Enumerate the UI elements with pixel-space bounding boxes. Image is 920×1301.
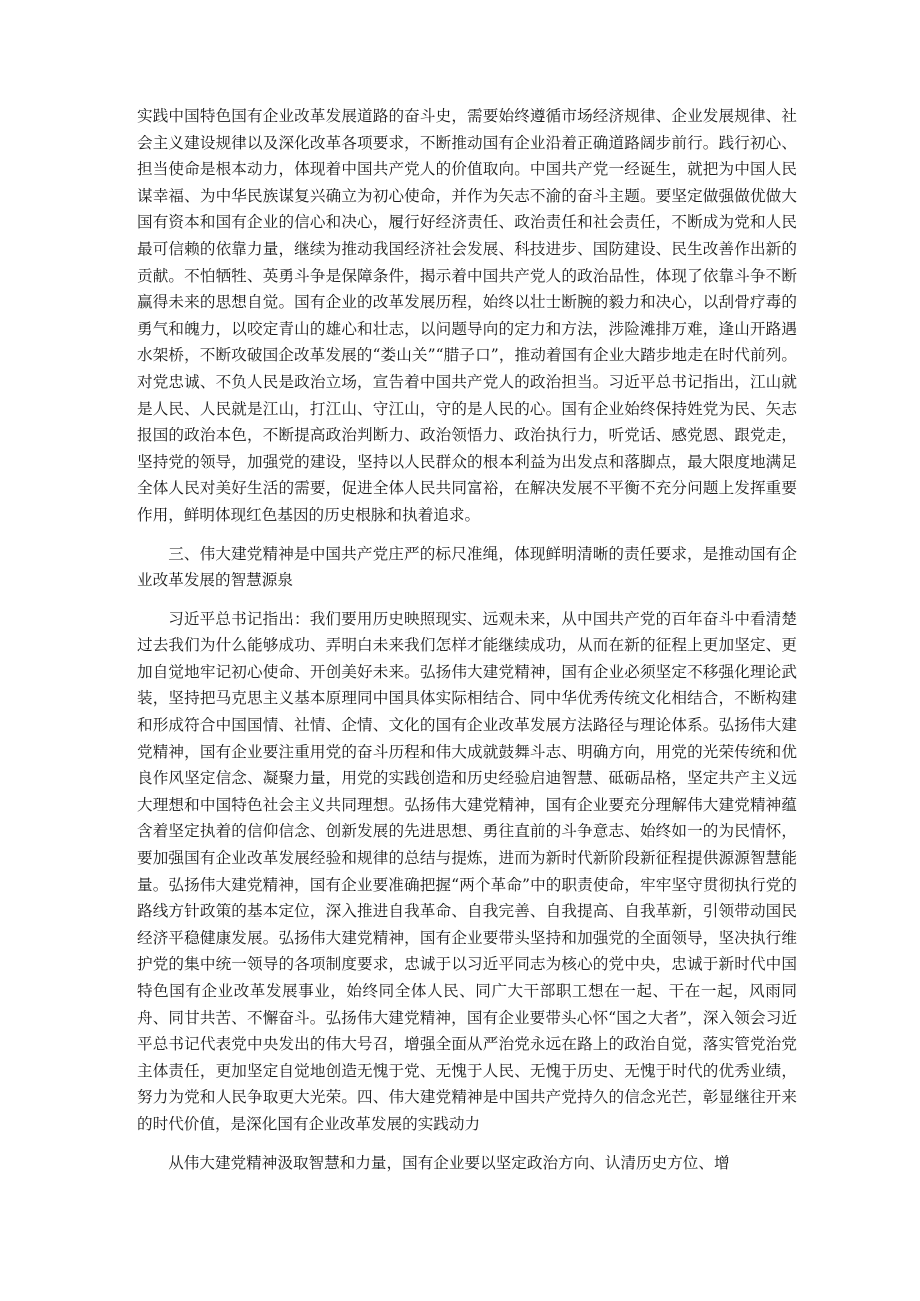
body-paragraph-1: 实践中国特色国有企业改革发展道路的奋斗史，需要始终遵循市场经济规律、企业发展规律、社会主义建设规律以及深化改革各项要求，不断推动国有企业沿着正确道路阔步前行。践行初心、担当使命是根本动力，体现着中国共产党人的价值取向。中国共产党一经诞生，就把为中国人民谋幸福、为中华民族谋复兴确立为初心使命，并作为矢志不渝的奋斗主题。要坚定做强做优做大国有资本和国有企业的信心和决心，履行好经济责任、政治责任和社会责任，不断成为党和人民最可信赖的依靠力量，继续为推动我国经济社会发展、科技进步、国防建设、民生改善作出新的贡献。不怕牺牲、英勇斗争是保障条件，揭示着中国共产党人的政治品性，体现了依靠斗争不断赢得未来的思想自觉。国有企业的改革发展历程，始终以壮士断腕的毅力和决心，以刮骨疗毒的勇气和魄力，以咬定青山的雄心和壮志，以问题导向的定力和方法，涉险滩排万难，逢山开路遇水架桥，不断攻破国企改革发展的“娄山关”“腊子口”，推动着国有企业大踏步地走在时代前列。对党忠诚、不负人民是政治立场，宣告着中国共产党人的政治担当。习近平总书记指出，江山就是人民、人民就是江山，打江山、守江山，守的是人民的心。国有企业始终保持姓党为民、矢志报国的政治本色，不断提高政治判断力、政治领悟力、政治执行力，听党话、感党恩、跟党走，坚持党的领导，加强党的建设，坚持以人民群众的根本利益为出发点和落脚点，最大限度地满足全体人民对美好生活的需要，促进全体人民共同富裕，在解决发展不平衡不充分问题上发挥重要作用，鲜明体现红色基因的历史根脉和执着追求。: [137, 107, 797, 524]
section-heading-3: 三、伟大建党精神是中国共产党庄严的标尺准绳，体现鲜明清晰的责任要求，是推动国有企业改革发展的智慧源泉: [137, 544, 797, 590]
body-paragraph-2: 习近平总书记指出：我们要用历史映照现实、远观未来，从中国共产党的百年奋斗中看清楚过去我们为什么能够成功、弄明白未来我们怎样才能继续成功，从而在新的征程上更加坚定、更加自觉地牢记初心使命、开创美好未来。弘扬伟大建党精神，国有企业必须坚定不移强化理论武装，坚持把马克思主义基本原理同中国具体实际相结合、同中华优秀传统文化相结合，不断构建和形成符合中国国情、社情、企情、文化的国有企业改革发展方法路径与理论体系。弘扬伟大建党精神，国有企业要注重用党的奋斗历程和伟大成就鼓舞斗志、明确方向，用党的光荣传统和优良作风坚定信念、凝聚力量，用党的实践创造和历史经验启迪智慧、砥砺品格，坚定共产主义远大理想和中国特色社会主义共同理想。弘扬伟大建党精神，国有企业要充分理解伟大建党精神蕴含着坚定执着的信仰信念、创新发展的先进思想、勇往直前的斗争意志、始终如一的为民情怀，要加强国有企业改革发展经验和规律的总结与提炼，进而为新时代新阶段新征程提供源源智慧能量。弘扬伟大建党精神，国有企业要准确把握“两个革命”中的职责使命，牢牢坚守贯彻执行党的路线方针政策的基本定位，深入推进自我革命、自我完善、自我提高、自我革新，引领带动国民经济平稳健康发展。弘扬伟大建党精神，国有企业要带头坚持和加强党的全面领导，坚决执行维护党的集中统一领导的各项制度要求，忠诚于以习近平同志为核心的党中央，忠诚于新时代中国特色国有企业改革发展事业，始终同全体人民、同广大干部职工想在一起、干在一起，风雨同舟、同甘共苦、不懈奋斗。弘扬伟大建党精神，国有企业要带头心怀“国之大者”，深入领会习近平总书记代表党中央发出的伟大号召，增强全面从严治党永远在路上的政治自觉，落实管党治党主体责任，更加坚定自觉地创造无愧于党、无愧于人民、无愧于历史、无愧于时代的优秀业绩，努力为党和人民争取更大光荣。四、伟大建党精神是中国共产党持久的信念光芒，彰显继往开来的时代价值，是深化国有企业改革发展的实践动力: [137, 609, 797, 1133]
document-page: [137, 103, 797, 1176]
body-paragraph-3: 从伟大建党精神汲取智慧和力量，国有企业要以坚定政治方向、认清历史方位、增: [168, 1153, 730, 1172]
